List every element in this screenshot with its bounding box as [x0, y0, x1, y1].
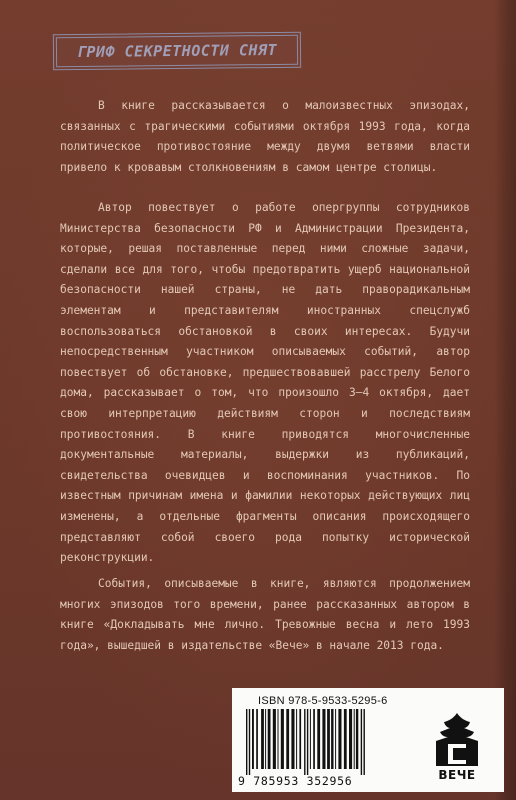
description-paragraph-3: События, описываемые в книге, являются продолжением многих эпизодов того времени, ранее рассказанных автором в книге «Докладывать мне лично. Тревожные весна и лето 1993 года», вышедшей в издательстве «Вече» в начале 2013 года. — [60, 577, 470, 652]
description-paragraph-2: Автор повествует о работе опергруппы сотрудников Министерства безопасности РФ и Администрации Президента, которые, решая поставленные перед ними сложные задачи, сделали все для того, чтобы предотвратить ущерб национальной безопасности нашей страны, не дать праворадикальным элементам и представителям иностранных спецслужб воспользоваться обстановкой в своих интересах. Будучи непосредственным участником описываемых событий, автор повествует об обстановке, предшествовавшей расстрелу Белого дома, рассказывает о том, что произошло 3–4 октября, дает свою интерпретацию действиям сторон и последствиям противостояния. В книге приводятся многочисленные документальные материалы, выдержки из публикаций, свидетельства очевидцев и воспоминания участников. По известным причинам имена и фамилии некоторых действующих лиц изменены, а отдельные фрагменты описания происходящего представляют собой своего рода попытку исторической реконструкции. — [60, 201, 470, 565]
barcode-panel — [232, 688, 504, 792]
declassified-stamp — [53, 32, 301, 71]
barcode-number: 9 785953 352956 — [238, 774, 353, 788]
barcode-icon — [242, 709, 416, 775]
stamp-text: ГРИФ СЕКРЕТНОСТИ СНЯТ — [76, 40, 278, 62]
isbn-label: ISBN 978-5-9533-5295-6 — [258, 695, 388, 707]
veche-publisher-logo-icon — [426, 710, 488, 770]
publisher-name: ВЕЧЕ — [438, 768, 476, 782]
spine-edge — [494, 0, 516, 800]
description-paragraph-1: В книге рассказывается о малоизвестных эпизодах, связанных с трагическими событиями октября 1993 года, когда политическое противостояние между двумя ветвями власти привело к кровавым столкновениям в самом центре столицы. — [60, 99, 470, 174]
